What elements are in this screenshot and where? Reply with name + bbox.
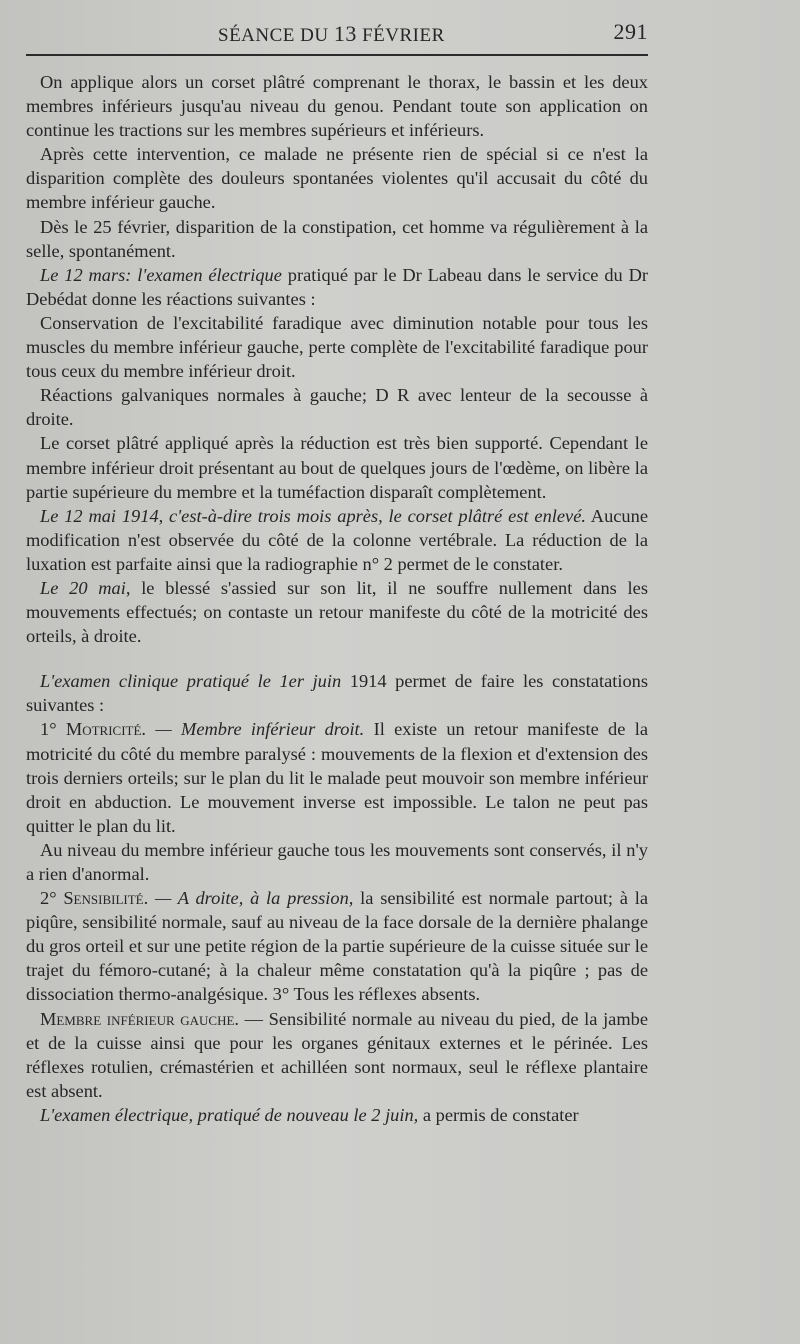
paragraph-faradique — [26, 311, 648, 383]
paragraph-lead: Le 20 mai — [40, 577, 126, 598]
paragraph-text: Aucune modification n'est observée du côté de la colonne vertébrale. La réduction de la luxation est parfaite ainsi que la radiographie n° 2 permet de le constater. — [26, 505, 648, 574]
paragraph-motricite — [26, 717, 648, 837]
paragraph-membre-gauche — [26, 838, 648, 886]
paragraph-lead: L'examen électrique, pratiqué de nouveau le 2 juin, — [40, 1104, 419, 1125]
paragraph-text: , le blessé s'assied sur son lit, il ne souffre nullement dans les mouvements effectués; on contaste un retour manifeste du côté de la motricité des orteils, à droite. — [26, 577, 648, 647]
header-rule — [26, 54, 648, 56]
paragraph-20-mai — [26, 576, 648, 648]
section-label: 2° Sensibilité. — [40, 888, 149, 909]
paragraph-text: Réactions galvaniques normales à gauche; D R avec lenteur de la secousse à droite. — [26, 385, 648, 430]
running-head — [26, 18, 648, 48]
paragraph-text: 1914 permet de faire les constatations suivantes : — [26, 671, 649, 716]
paragraph-lead: Le 12 mai 1914, c'est-à-dire trois mois après, le corset plâtré est enlevé. — [40, 505, 586, 526]
paragraph-corset — [26, 70, 648, 142]
running-title-day: 13 — [333, 21, 357, 46]
paragraph-corset-supporte — [26, 431, 648, 503]
paragraph-text: Le corset plâtré appliqué après la réduction est très bien supporté. Cependant le membre inférieur droit présentant au bout de quelques jours de l'œdème, on libère la partie supérieure du membre et la tuméfaction disparaît complètement. — [26, 433, 648, 502]
section-label: 1° Motricité. — [40, 719, 147, 740]
paragraph-text: pratiqué par le Dr Labeau dans le service du Dr Debédat donne les réactions suivantes : — [26, 264, 648, 309]
paragraph-text: Il existe un retour manifeste de la motricité du côté du membre paralysé : mouvements de la flexion et d'extension des trois derniers orteils; sur le plan du lit le malade peut mouvoir son membre inférieur droit en abduction. Le mouvement inverse est impossible. Le talon ne peut pas quitter le plan du lit. — [26, 719, 648, 836]
paragraph-constipation — [26, 215, 648, 263]
paragraph-text: Au niveau du membre inférieur gauche tous les mouvements sont conservés, il n'y a rien d'anormal. — [26, 839, 648, 884]
running-title — [218, 21, 445, 47]
paragraph-lead: Le 12 mars: l'examen électrique — [40, 264, 282, 285]
paragraph-12-mai — [26, 504, 648, 576]
paragraph-examen-electrique-2-juin — [26, 1103, 648, 1127]
page-number: 291 — [613, 19, 648, 44]
section-label: Membre inférieur gauche. — [40, 1008, 240, 1029]
running-title-prefix: SÉANCE DU — [218, 25, 329, 46]
running-title-month: FÉVRIER — [362, 25, 445, 46]
paragraph-sensibilite — [26, 886, 648, 1006]
body-text — [26, 70, 648, 1127]
paragraph-membre-inferieur-gauche — [26, 1007, 648, 1103]
paragraph-examen-electrique — [26, 263, 648, 311]
paragraph-text: Dès le 25 février, disparition de la constipation, cet homme va régulièrement à la selle, spontanément. — [26, 216, 648, 261]
paragraph-intervention — [26, 142, 648, 214]
paragraph-text: la sensibilité est normale partout; à la piqûre, sensibilité normale, sauf au niveau de la face dorsale de la dernière phalange du gros orteil et sur une petite région de la partie supérieure de la cuisse située sur le trajet du fémoro-cutané; à la chaleur même constatation qu'à la piqûre ; pas de dissociation thermo-analgésique. 3° Tous les réflexes absents. — [26, 888, 649, 1005]
paragraph-text: On applique alors un corset plâtré comprenant le thorax, le bassin et les deux membres inférieurs jusqu'au niveau du genou. Pendant toute son application on continue les tractions sur les membres supérieurs et inférieurs. — [26, 72, 648, 141]
paragraph-lead: L'examen clinique pratiqué le 1er juin — [40, 671, 342, 692]
paragraph-text: Conservation de l'excitabilité faradique avec diminution notable pour tous les muscles du membre inférieur gauche, perte complète de l'excitabilité faradique pour tous ceux du membre inférieur droit. — [26, 312, 648, 382]
paragraph-examen-clinique — [26, 669, 648, 717]
paragraph-galvaniques — [26, 383, 648, 431]
paragraph-lead: — Membre inférieur droit. — [146, 719, 365, 740]
paragraph-lead: — A droite, à la pression, — [148, 888, 354, 909]
paragraph-text: — Sensibilité normale au niveau du pied, de la jambe et de la cuisse ainsi que pour les organes génitaux externes et le périnée. Les réflexes rotulien, crémastérien et achilléen sont normaux, seul le réflexe plantaire est absent. — [26, 1008, 648, 1101]
paragraph-text: Après cette intervention, ce malade ne présente rien de spécial si ce n'est la disparition complète des douleurs spontanées violentes qu'il accusait du côté du membre inférieur gauche. — [26, 144, 648, 213]
paragraph-text: a permis de constater — [418, 1104, 579, 1125]
